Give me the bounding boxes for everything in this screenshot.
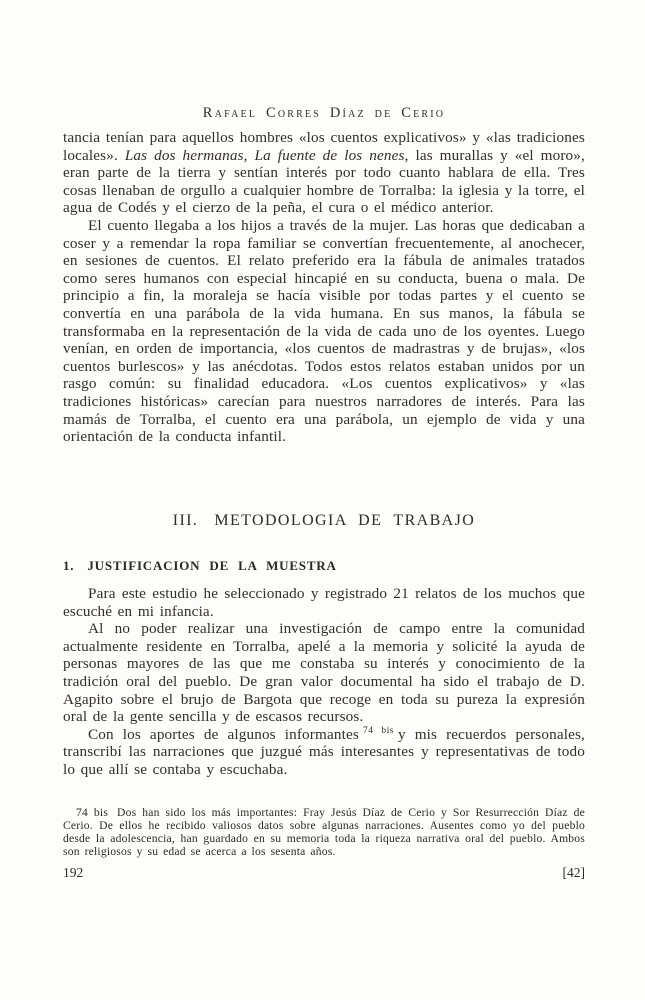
subsection-heading bbox=[63, 558, 585, 573]
section-title: METODOLOGIA DE TRABAJO bbox=[214, 512, 476, 529]
subsection-title: JUSTIFICACION DE LA MUESTRA bbox=[87, 558, 337, 573]
page-number-right: [42] bbox=[562, 865, 585, 880]
paragraph-text: tancia tenían para aquellos hombres «los cuentos explicativos» y «las tradiciones locales». bbox=[63, 129, 585, 164]
footnote-text: Dos han sido los más importantes: Fray Jesús Díaz de Cerio y Sor Resurrección Díaz de Cerio. De ellos he recibido valiosos datos sobre algunas narraciones. Ausentes como yo del pueblo desde la adolescencia, han guardado en su memoria toda la riqueza narrativa oral del pueblo. Ambos son religiosos y su edad se acerca a los sesenta años. bbox=[63, 806, 585, 858]
paragraph-with-footnote-ref bbox=[63, 726, 585, 779]
paragraph: El cuento llegaba a los hijos a través de la mujer. Las horas que dedicaban a coser y a remendar la ropa familiar se convertían frecuentemente, al anochecer, en sesiones de cuentos. El relato preferido era la fábula de animales tratados como seres humanos con especial hincapié en su conducta, buena o mala. De principio a fin, la moraleja se hacía visible por todas partes y el cuento se convertía en una parábola de la vida humana. En sus manos, la fábula se transformaba en la representación de la vida de cada uno de los oyentes. Luego venían, en orden de importancia, «los cuentos de madrastras y de brujas», «los cuentos burlescos» y las anécdotas. Todos estos relatos estaban unidos por un rasgo común: su finalidad educadora. «Los cuentos explicativos» y «las tradiciones históricas» carecían para nuestros narradores de interés. Para las mamás de Torralba, el cuento era una parábola, un ejemplo de vida y una orientación de la conducta infantil. bbox=[63, 216, 585, 446]
italic-titles: Las dos hermanas, La fuente de los nenes bbox=[124, 146, 405, 164]
subsection-number: 1. bbox=[63, 558, 75, 573]
paragraph-continuation bbox=[63, 129, 585, 217]
middle-text-block bbox=[63, 505, 585, 779]
page-number-left: 192 bbox=[63, 865, 84, 880]
section-number: III. bbox=[172, 512, 199, 529]
bottom-text-block bbox=[63, 806, 585, 881]
running-head-author: Rafael Corres Díaz de Cerio bbox=[202, 105, 446, 121]
paragraph-text: Con los aportes de algunos informantes bbox=[88, 725, 359, 743]
footnote-reference: 74 bis bbox=[362, 725, 394, 736]
paragraph-text: y mis recuerdos personales, transcribí las narraciones que juzgué más interesantes y representativas de todo lo que allí se contaba y escuchaba. bbox=[63, 725, 585, 778]
footnote-marker: 74 bis bbox=[76, 806, 109, 819]
page-footer bbox=[63, 865, 585, 881]
footnote bbox=[63, 806, 585, 858]
section-heading bbox=[63, 512, 585, 530]
paragraph-text: , las murallas y «el moro», eran parte de la tierra y sentían interés por todo cuanto hablara de ella. Tres cosas llenaban de orgullo a cualquier hombre de Torralba: la iglesia y la torre, el agua de Codés y el cierzo de la peña, el cura o el médico anterior. bbox=[63, 146, 585, 217]
paragraph: Para este estudio he seleccionado y registrado 21 relatos de los muchos que escuché en mi infancia. bbox=[63, 585, 585, 620]
paragraph: Al no poder realizar una investigación de campo entre la comunidad actualmente residente en Torralba, apelé a la memoria y solicité la ayuda de personas mayores de las que me constaba su interés y conocimiento de la tradición oral del pueblo. De gran valor documental ha sido el trabajo de D. Agapito sobre el brujo de Bargota que recoge en toda su pureza la expresión oral de la gente sencilla y de escasos recursos. bbox=[63, 620, 585, 726]
top-text-block bbox=[63, 0, 585, 446]
